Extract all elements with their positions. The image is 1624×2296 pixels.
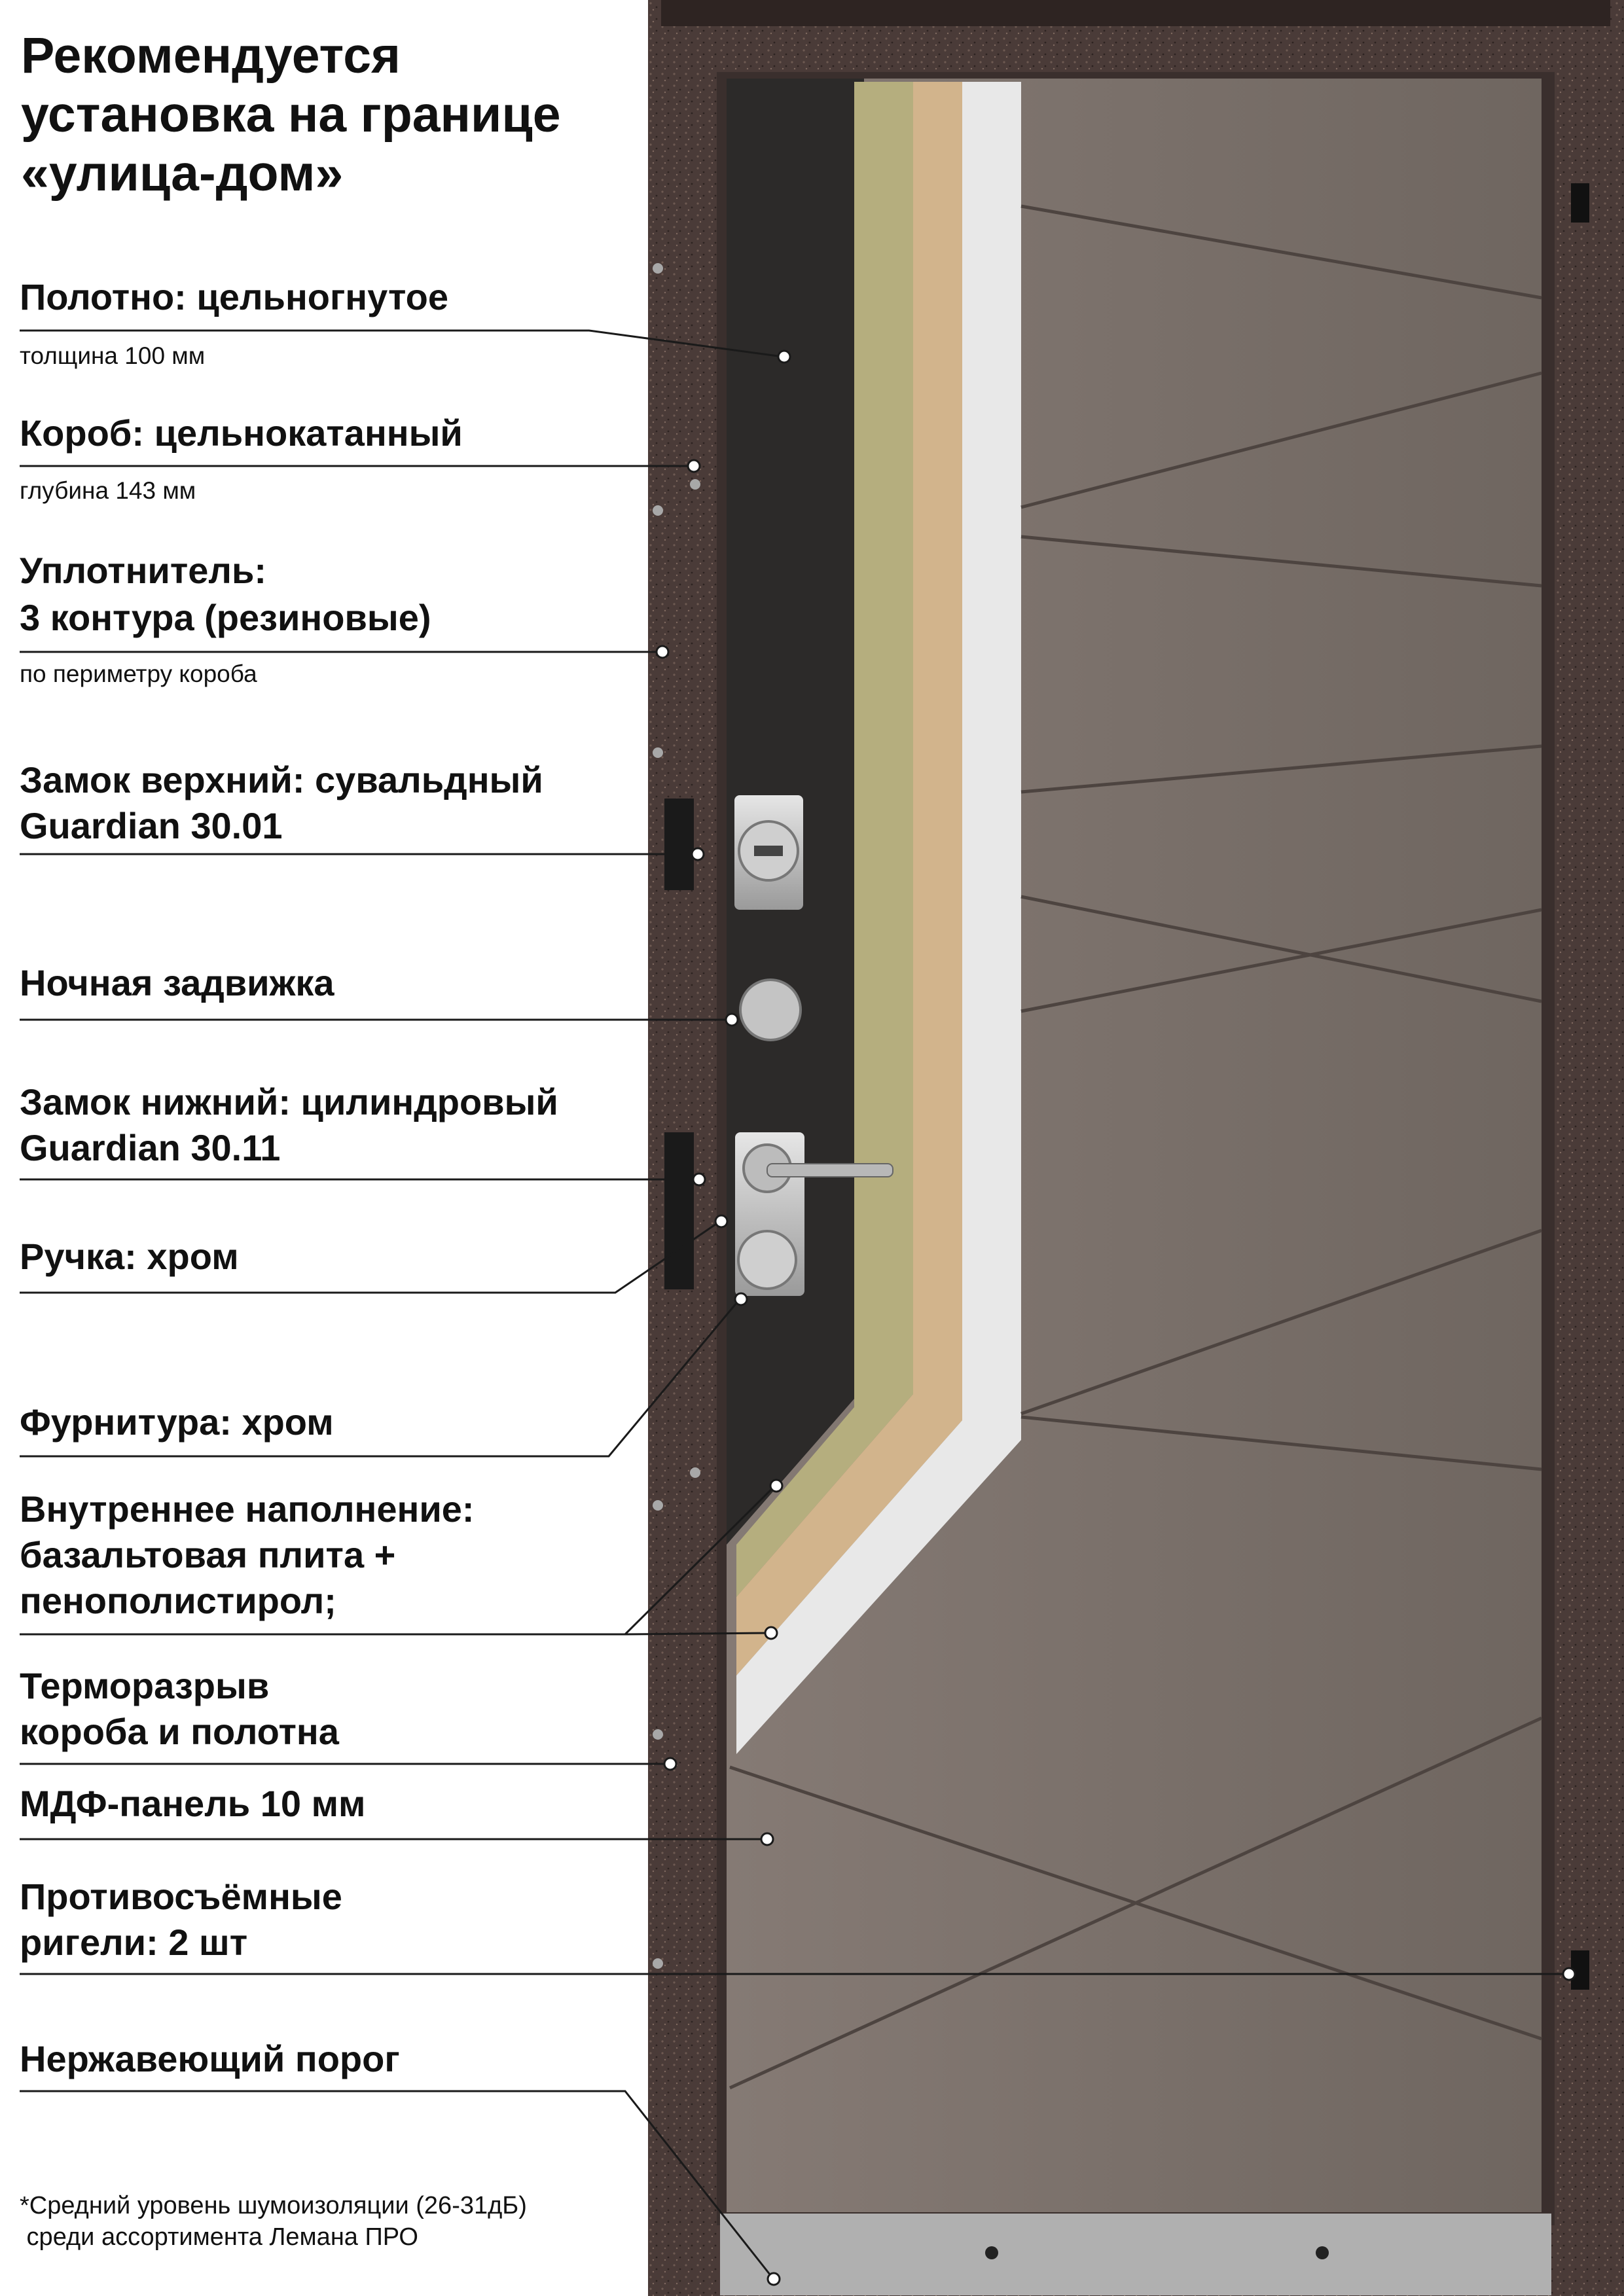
lower-lock-bolts (664, 1132, 694, 1289)
footnote-line-2: среди ассортимента Лемана ПРО (20, 2223, 418, 2251)
hinge (1571, 183, 1589, 223)
feature-label-hardware: Фурнитура: хром (20, 1401, 334, 1443)
feature-label-filling-2: базальтовая плита + (20, 1534, 396, 1575)
feature-label-filling-3: пенополистирол; (20, 1580, 336, 1621)
door-handle (767, 1164, 893, 1177)
feature-label-anti-removal: Противосъёмные (20, 1876, 342, 1917)
feature-label-threshold: Нержавеющий порог (20, 2038, 400, 2079)
upper-lock-bolts (664, 798, 694, 890)
feature-sub-seal: по периметру короба (20, 660, 257, 687)
feature-sub-leaf: толщина 100 мм (20, 342, 206, 369)
feature-label-seal: Уплотнитель: (20, 550, 267, 591)
feature-label-upper-lock-2: Guardian 30.01 (20, 805, 283, 846)
feature-label-frame: Короб: цельнокатанный (20, 412, 463, 454)
feature-label-seal-2: 3 контура (резиновые) (20, 597, 431, 638)
feature-label-thermal-break: Терморазрыв (20, 1665, 270, 1706)
feature-label-leaf: Полотно: цельногнутое (20, 276, 448, 317)
feature-label-anti-removal-2: ригели: 2 шт (20, 1922, 248, 1963)
feature-sub-frame: глубина 143 мм (20, 477, 196, 504)
night-latch-knob (740, 980, 801, 1040)
feature-label-lower-lock: Замок нижний: цилиндровый (20, 1081, 558, 1122)
feature-label-mdf: МДФ-панель 10 мм (20, 1783, 366, 1824)
feature-label-lower-lock-2: Guardian 30.11 (20, 1127, 281, 1168)
threshold (720, 2214, 1551, 2295)
page-title: Рекомендуется установка на границе «улица-дом» (21, 27, 561, 202)
feature-label-upper-lock: Замок верхний: сувальдный (20, 759, 543, 800)
feature-label-thermal-break-2: короба и полотна (20, 1711, 339, 1752)
footnote (20, 2190, 527, 2253)
feature-label-night-latch: Ночная задвижка (20, 962, 334, 1003)
feature-label-handle: Ручка: хром (20, 1236, 239, 1277)
footnote-line-1: *Средний уровень шумоизоляции (26-31дБ) (20, 2192, 527, 2219)
feature-label-filling: Внутреннее наполнение: (20, 1488, 475, 1530)
